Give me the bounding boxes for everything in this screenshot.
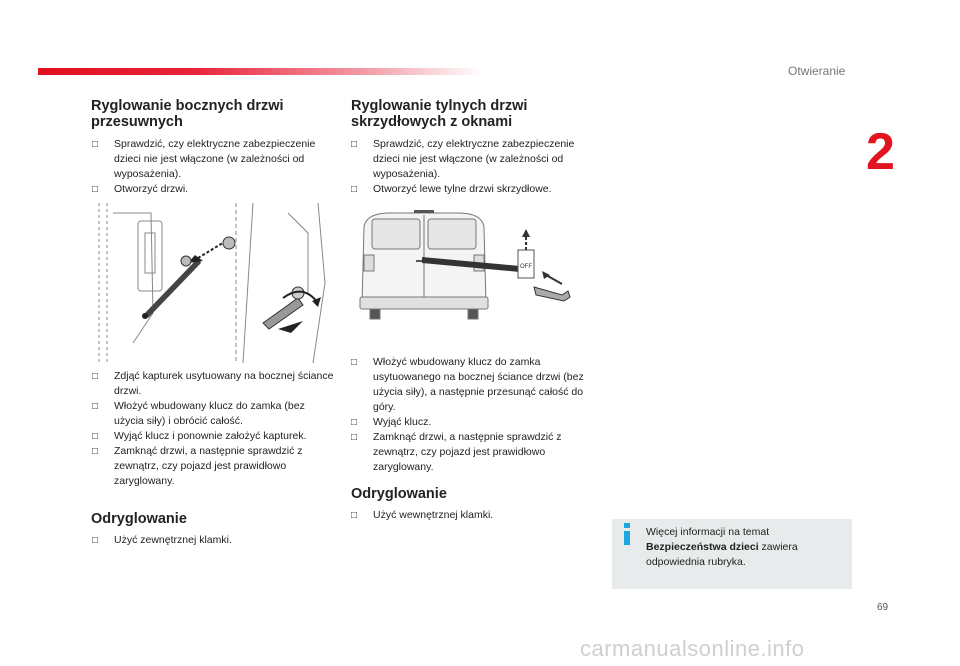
- left-title-line2: przesuwnych: [91, 114, 183, 130]
- off-label: OFF: [520, 264, 532, 270]
- list-item: □ Otworzyć drzwi.: [92, 182, 337, 197]
- right-title-line1: Ryglowanie tylnych drzwi: [351, 98, 528, 114]
- section-name: Otwieranie: [788, 64, 846, 78]
- list-item: □ Wyjąć klucz i ponownie założyć kapturek.: [92, 429, 337, 444]
- right-steps-bottom: [351, 355, 596, 475]
- info-box: [612, 519, 852, 589]
- chapter-number: 2: [866, 123, 895, 181]
- list-item: □ Sprawdzić, czy elektryczne zabezpieczenie dzieci nie jest włączone (w zależności od wyposażenia).: [92, 137, 337, 182]
- left-steps-bottom: [92, 369, 337, 489]
- list-item: □ Użyć zewnętrznej klamki.: [92, 533, 337, 548]
- right-title: [351, 98, 527, 130]
- list-item: □ Zamknąć drzwi, a następnie sprawdzić z zewnątrz, czy pojazd jest prawidłowo zaryglowany.: [92, 444, 337, 489]
- header-accent-bar: [38, 68, 483, 75]
- list-item: □ Użyć wewnętrznej klamki.: [351, 508, 596, 523]
- rear-doors-lock-illustration: [350, 205, 582, 330]
- left-unlock-title: Odryglowanie: [91, 511, 187, 527]
- list-item: □ Zamknąć drzwi, a następnie sprawdzić z zewnątrz, czy pojazd jest prawidłowo zaryglowany.: [351, 430, 596, 475]
- info-icon: [620, 523, 634, 545]
- right-title-line2: skrzydłowych z oknami: [351, 114, 513, 130]
- list-item: □ Włożyć wbudowany klucz do zamka usytuowanego na bocznej ściance drzwi (bez użycia siły), a następnie przesunąć całość do góry.: [351, 355, 596, 415]
- right-unlock-title: Odryglowanie: [351, 486, 447, 502]
- side-door-lock-illustration: [93, 203, 335, 363]
- page-number: 69: [877, 602, 889, 613]
- right-steps-top: [351, 137, 596, 197]
- list-item: □ Sprawdzić, czy elektryczne zabezpieczenie dzieci nie jest włączone (w zależności od wyposażenia).: [351, 137, 596, 182]
- left-unlock-steps: [92, 533, 337, 548]
- left-title-line1: Ryglowanie bocznych drzwi: [91, 98, 284, 114]
- left-title: [91, 98, 284, 130]
- info-text-before: Więcej informacji na temat: [646, 526, 770, 538]
- info-text-after: zawiera odpowiednia rubryka.: [646, 541, 798, 568]
- list-item: □ Zdjąć kapturek usytuowany na bocznej ściance drzwi.: [92, 369, 337, 399]
- list-item: □ Otworzyć lewe tylne drzwi skrzydłowe.: [351, 182, 596, 197]
- right-unlock-steps: [351, 508, 596, 523]
- info-text: [646, 525, 846, 570]
- info-text-bold: Bezpieczeństwa dzieci: [646, 541, 759, 553]
- list-item: □ Włożyć wbudowany klucz do zamka (bez użycia siły) i obrócić całość.: [92, 399, 337, 429]
- watermark: carmanualsonline.info: [580, 636, 805, 661]
- list-item: □ Wyjąć klucz.: [351, 415, 596, 430]
- left-steps-top: [92, 137, 337, 197]
